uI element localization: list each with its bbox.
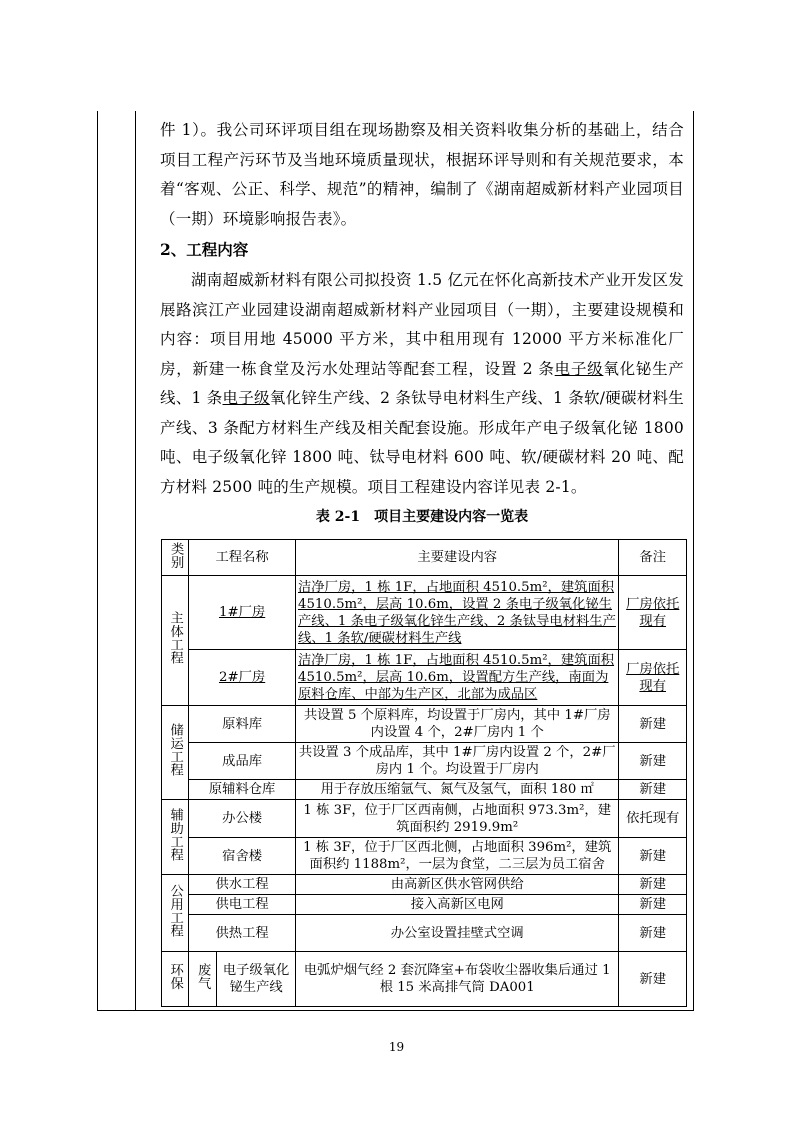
name-cell: 供电工程 xyxy=(189,895,296,915)
name-cell: 电子级氧化铋生产线 xyxy=(217,952,296,1007)
name-cell: 宿舍楼 xyxy=(189,838,296,875)
table-row xyxy=(162,895,687,915)
main-cell: 接入高新区电网 xyxy=(296,895,619,915)
main-cell: 1 栋 3F，位于厂区西南侧，占地面积 973.3m²，建筑面积约 2919.9m² xyxy=(296,800,619,838)
section-heading: 2、工程内容 xyxy=(160,240,249,259)
name-cell: 办公楼 xyxy=(189,800,296,838)
note-cell: 厂房依托现有 xyxy=(619,650,687,706)
note-cell: 新建 xyxy=(619,915,687,952)
category-cell: 储运工程 xyxy=(162,706,189,800)
table-header-row xyxy=(162,540,687,576)
name-cell: 2#厂房 xyxy=(189,650,296,706)
name-cell: 成品库 xyxy=(189,743,296,780)
name-cell: 供热工程 xyxy=(189,915,296,952)
main-cell: 1 栋 3F，位于厂区西北侧，占地面积 396m²，建筑面积约 1188m²，一层为食堂，二三层为员工宿舍 xyxy=(296,838,619,875)
underlined-run: 电子级 xyxy=(554,359,604,378)
name-cell: 原辅料仓库 xyxy=(189,780,296,800)
name-cell: 原料库 xyxy=(189,706,296,743)
paragraph-intro: 件 1）。我公司环评项目组在现场勘察及相关资料收集分析的基础上，结合项目工程产污环节及当地环境质量现状，根据环评导则和有关规范要求，本着“客观、公正、科学、规范”的精神，编制了《湖南超威新材料产业园项目（一期）环境影响报告表》。 xyxy=(160,121,684,228)
category-cell: 主体工程 xyxy=(162,576,189,706)
main-cell: 洁净厂房，1 栋 1F，占地面积 4510.5m²，建筑面积 4510.5m²，层高 10.6m，设置 2 条电子级氧化铋生产线、1 条电子级氧化锌生产线、2 条钛导电材料生产线、1 条软/硬碳材料生产线 xyxy=(296,576,619,650)
category-cell: 公用工程 xyxy=(162,875,189,952)
construction-table xyxy=(161,539,687,1007)
note-cell: 依托现有 xyxy=(619,800,687,838)
text-run: 氧化锌生产线、2 条钛导电材料生产线、1 条软/硬碳材料生产线、3 条配方材料生产线及相关配套设施。形成年产电子级氧化铋 1800 吨、电子级氧化锌 1800 吨、钛导电材料 600 吨、软/硬碳材料 20 吨、配方材料 2500 吨的生产规模。项目工程建设内容详见表 2-1。 xyxy=(160,389,684,496)
table-row xyxy=(162,800,687,838)
note-cell: 新建 xyxy=(619,743,687,780)
text-run: 氧化铋生产线、1 条 xyxy=(160,359,684,407)
table-row xyxy=(162,780,687,800)
text-run: 湖南超威新材料有限公司拟投资 1.5 亿元在怀化高新技术产业开发区发展路滨江产业园建设湖南超威新材料产业园项目（一期），主要建设规模和内容：项目用地 45000 平方米，其中租用现有 12000 平方米标准化厂房，新建一栋食堂及污水处理站等配套工程，设置 2 条 xyxy=(160,271,684,378)
main-cell: 由高新区供水管网供给 xyxy=(296,875,619,895)
table-caption: 表 2-1 项目主要建设内容一览表 xyxy=(315,509,529,525)
left-column-rule xyxy=(135,111,136,1010)
note-cell: 新建 xyxy=(619,875,687,895)
main-cell: 电弧炉烟气经 2 套沉降室+布袋收尘器收集后通过 1 根 15 米高排气筒 DA001 xyxy=(296,952,619,1007)
underlined-run: 电子级 xyxy=(222,389,270,407)
table-row xyxy=(162,838,687,875)
note-cell: 厂房依托现有 xyxy=(619,576,687,650)
main-cell: 用于存放压缩氩气、氮气及氢气，面积 180 ㎡ xyxy=(296,780,619,800)
main-cell: 办公室设置挂壁式空调 xyxy=(296,915,619,952)
main-cell: 共设置 5 个原料库，均设置于厂房内，其中 1#厂房内设置 4 个，2#厂房内 1 个 xyxy=(296,706,619,743)
table-row xyxy=(162,576,687,650)
header-note: 备注 xyxy=(619,540,687,576)
table-row xyxy=(162,650,687,706)
category-cell: 环保 xyxy=(162,952,189,1007)
header-name: 工程名称 xyxy=(189,540,296,576)
name-cell: 1#厂房 xyxy=(189,576,296,650)
header-main: 主要建设内容 xyxy=(296,540,619,576)
table-row xyxy=(162,915,687,952)
table-row xyxy=(162,875,687,895)
note-cell: 新建 xyxy=(619,780,687,800)
note-cell: 新建 xyxy=(619,838,687,875)
main-cell: 洁净厂房，1 栋 1F，占地面积 4510.5m²，建筑面积 4510.5m²，层高 10.6m，设置配方生产线，南面为原料仓库、中部为生产区，北部为成品区 xyxy=(296,650,619,706)
header-cat: 类别 xyxy=(162,540,189,576)
note-cell: 新建 xyxy=(619,952,687,1007)
main-cell: 共设置 3 个成品库，其中 1#厂房内设置 2 个，2#厂房内 1 个。均设置于厂房内 xyxy=(296,743,619,780)
note-cell: 新建 xyxy=(619,706,687,743)
category-cell: 辅助工程 xyxy=(162,800,189,875)
body-text xyxy=(160,116,684,528)
sub-category-cell: 废气 xyxy=(189,952,217,1007)
table-row xyxy=(162,706,687,743)
page-number: 19 xyxy=(388,1040,405,1054)
table-row xyxy=(162,743,687,780)
paragraph-content xyxy=(160,266,684,502)
note-cell: 新建 xyxy=(619,895,687,915)
table-row xyxy=(162,952,687,1007)
name-cell: 供水工程 xyxy=(189,875,296,895)
